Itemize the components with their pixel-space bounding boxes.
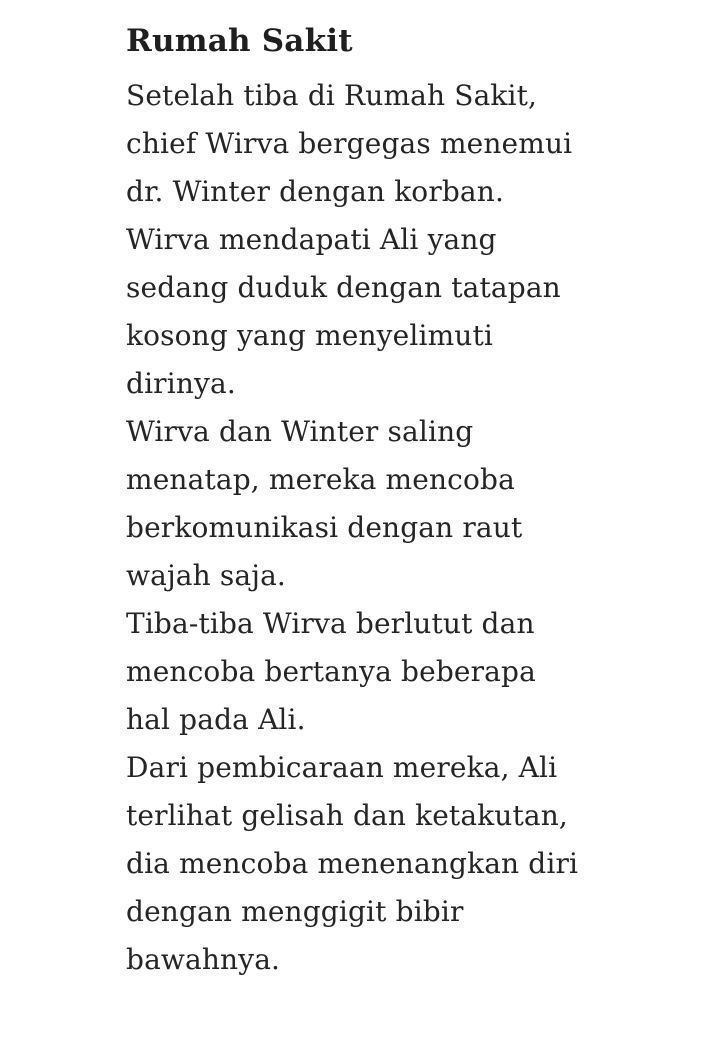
text-line: dr. Winter dengan korban. — [126, 175, 505, 208]
text-line: Tiba-tiba Wirva berlutut dan — [126, 607, 535, 640]
text-line: Setelah tiba di Rumah Sakit, — [126, 79, 538, 112]
chapter-body — [126, 72, 646, 984]
text-line: dia mencoba menenangkan diri — [126, 847, 579, 880]
text-line: Wirva dan Winter saling — [126, 415, 474, 448]
text-line: hal pada Ali. — [126, 703, 306, 736]
text-line: wajah saja. — [126, 559, 286, 592]
text-line: dengan menggigit bibir — [126, 895, 464, 928]
text-line: chief Wirva bergegas menemui — [126, 127, 573, 160]
text-line: Dari pembicaraan mereka, Ali — [126, 751, 558, 784]
text-line: berkomunikasi dengan raut — [126, 511, 523, 544]
text-line: bawahnya. — [126, 943, 281, 976]
chapter-title: Rumah Sakit — [126, 23, 353, 59]
text-line: terlihat gelisah dan ketakutan, — [126, 799, 568, 832]
chapter-content — [126, 14, 646, 984]
text-line: dirinya. — [126, 367, 236, 400]
text-line: kosong yang menyelimuti — [126, 319, 493, 352]
text-line: sedang duduk dengan tatapan — [126, 271, 561, 304]
text-line: menatap, mereka mencoba — [126, 463, 515, 496]
text-line: mencoba bertanya beberapa — [126, 655, 536, 688]
text-line: Wirva mendapati Ali yang — [126, 223, 497, 256]
